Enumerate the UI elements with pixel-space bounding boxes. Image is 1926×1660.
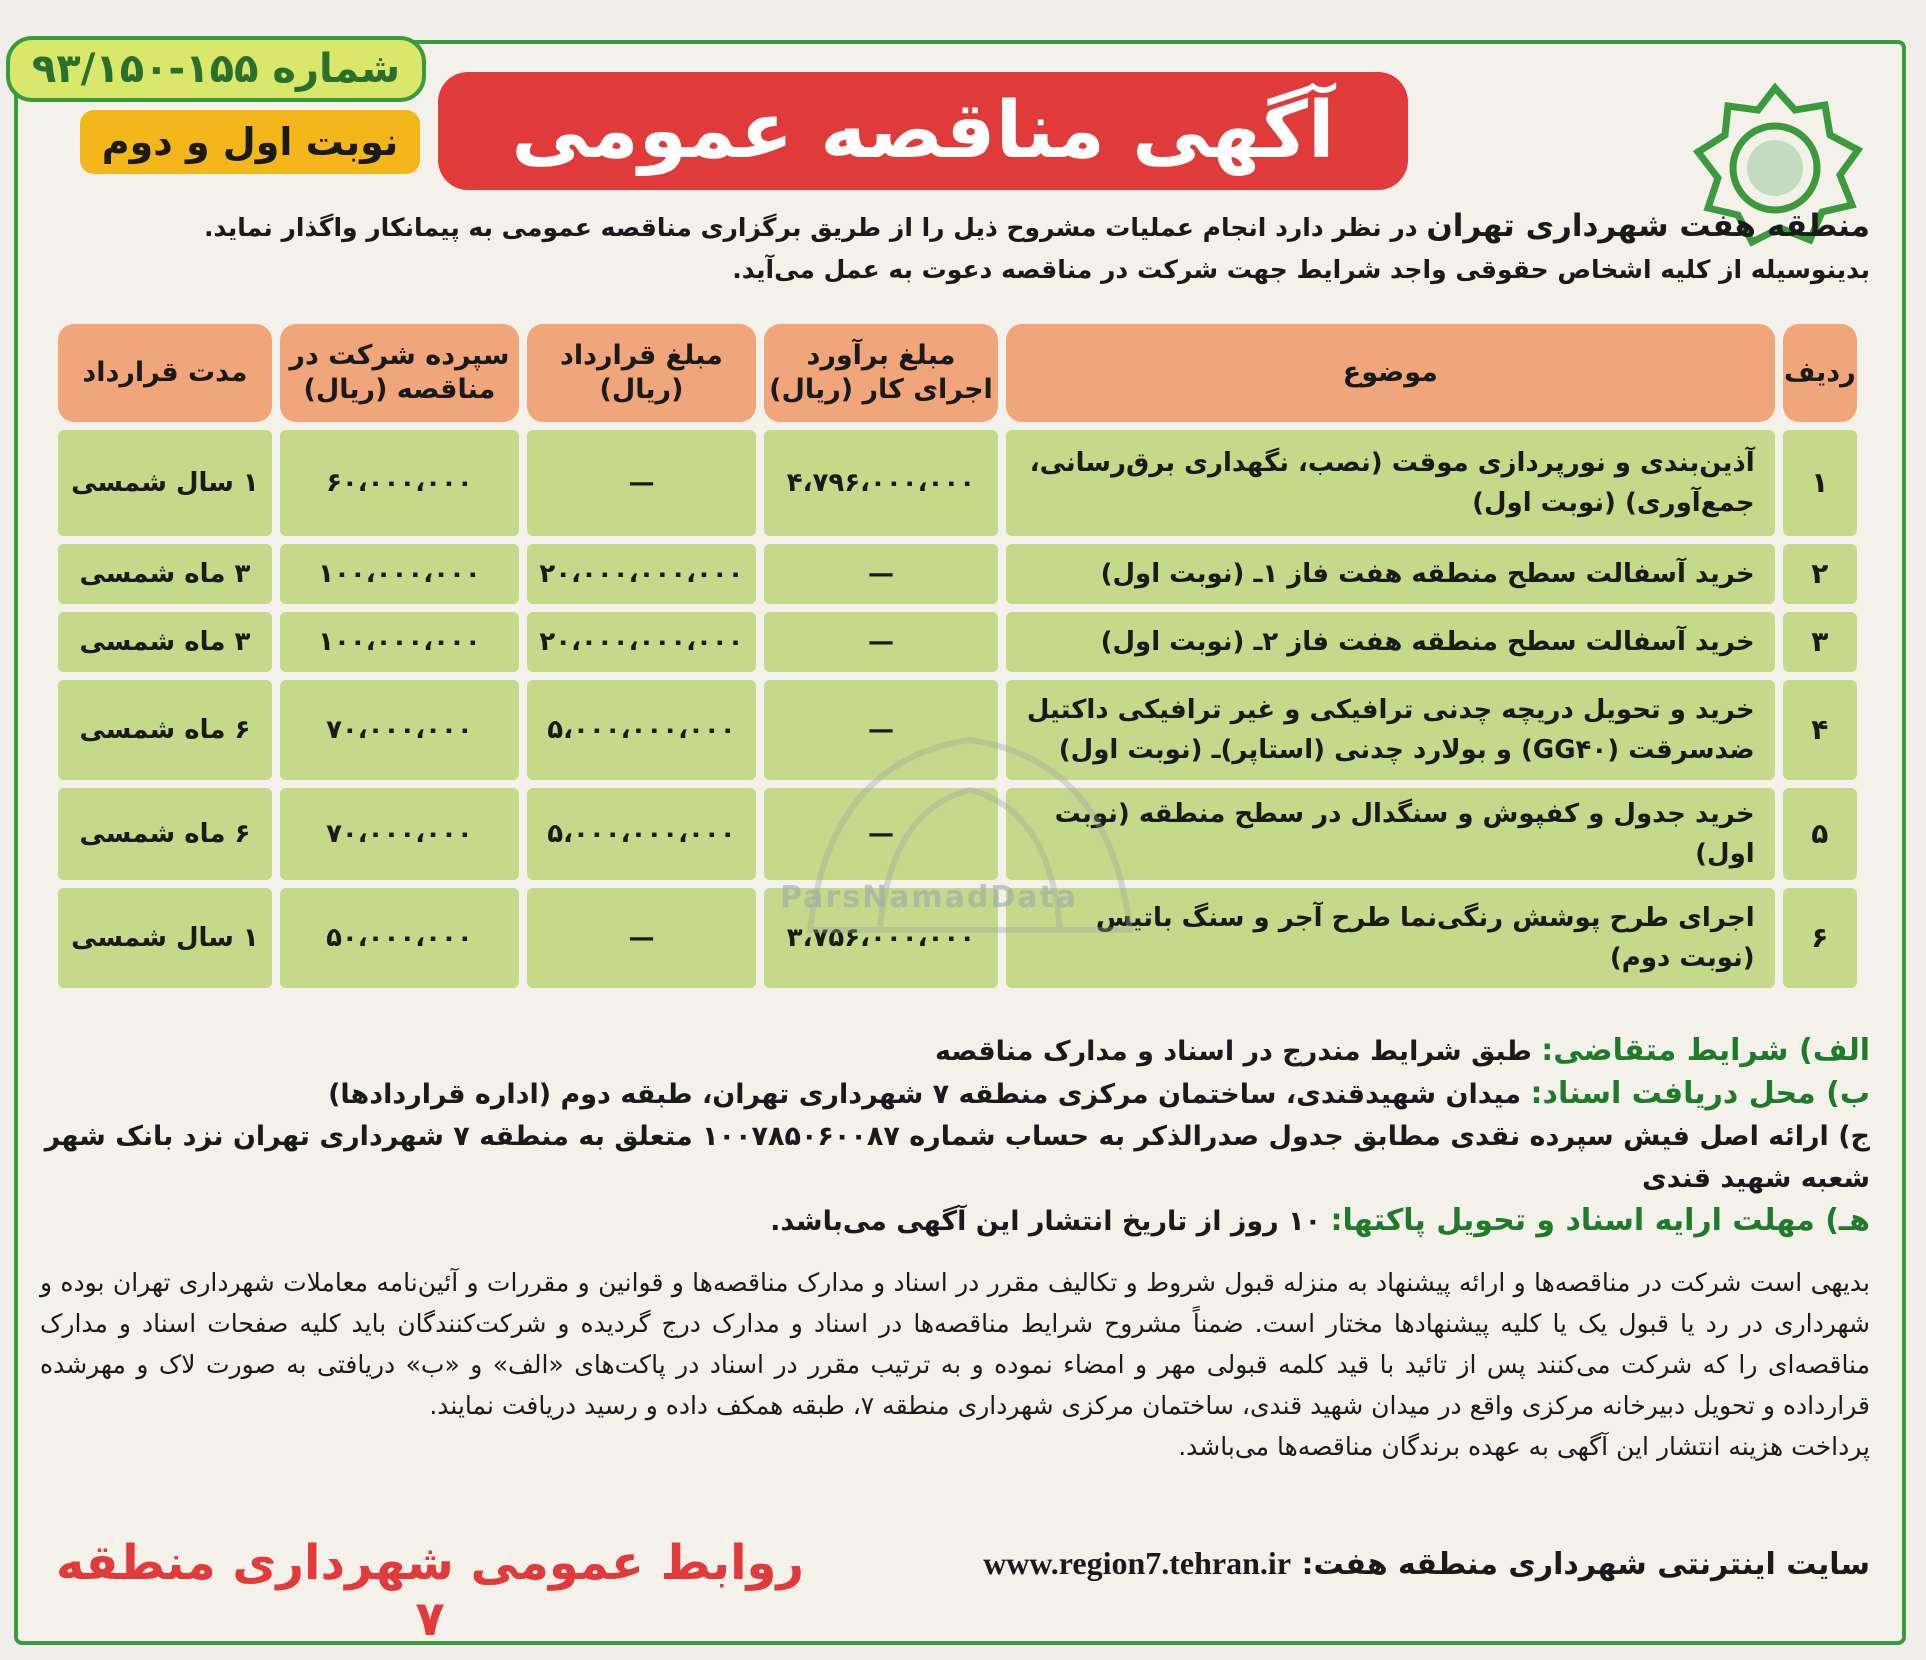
header-deposit: سپرده شرکت در مناقصه (ریال) — [280, 324, 519, 422]
row-duration: ۳ ماه شمسی — [58, 612, 272, 672]
condition-a-text: طبق شرایط مندرج در اسناد و مدارک مناقصه — [934, 1036, 1542, 1067]
row-subject: آذین‌بندی و نورپردازی موقت (نصب، نگهداری برق‌رسانی، جمع‌آوری) (نوبت اول) — [1006, 430, 1775, 536]
notice-title: آگهی مناقصه عمومی — [438, 72, 1408, 190]
row-number: ۲ — [1783, 544, 1857, 604]
condition-b — [40, 1073, 1870, 1116]
public-relations-signature: روابط عمومی شهرداری منطقه ۷ — [55, 1535, 804, 1647]
table-row — [58, 430, 1857, 536]
intro-text — [40, 205, 1870, 291]
condition-d — [40, 1200, 1870, 1243]
condition-d-text: ۱۰ روز از تاریخ انتشار این آگهی می‌باشد. — [770, 1206, 1331, 1237]
row-contract: ۲۰،۰۰۰،۰۰۰،۰۰۰ — [527, 612, 756, 672]
row-duration: ۶ ماه شمسی — [58, 680, 272, 780]
row-estimate: ۳،۷۵۶،۰۰۰،۰۰۰ — [764, 888, 998, 988]
conditions-section — [40, 1030, 1870, 1243]
row-estimate: — — [764, 680, 998, 780]
row-estimate: — — [764, 788, 998, 880]
intro-line1: در نظر دارد انجام عملیات مشروح ذیل را از طریق برگزاری مناقصه عمومی به پیمانکار واگذار نماید. — [203, 213, 1427, 242]
condition-a — [40, 1030, 1870, 1073]
header-row-number: ردیف — [1783, 324, 1857, 422]
row-number: ۱ — [1783, 430, 1857, 536]
publication-cost-text: پرداخت هزینه انتشار این آگهی به عهده برندگان مناقصه‌ها می‌باشد. — [1178, 1432, 1870, 1461]
condition-d-label: هـ) مهلت ارایه اسناد و تحویل پاکتها: — [1330, 1203, 1870, 1238]
row-contract: ۵،۰۰۰،۰۰۰،۰۰۰ — [527, 788, 756, 880]
row-estimate: — — [764, 544, 998, 604]
row-subject: خرید و تحویل دریچه چدنی ترافیکی و غیر ترافیکی داکتیل ضدسرقت (GG۴۰) و بولارد چدنی (استاپر)ـ (نوبت اول) — [1006, 680, 1775, 780]
condition-b-label: ب) محل دریافت اسناد: — [1530, 1076, 1870, 1111]
row-deposit: ۱۰۰،۰۰۰،۰۰۰ — [280, 612, 519, 672]
terms-paragraph — [40, 1262, 1870, 1467]
row-contract: ۲۰،۰۰۰،۰۰۰،۰۰۰ — [527, 544, 756, 604]
intro-line2: بدینوسیله از کلیه اشخاص حقوقی واجد شرایط جهت شرکت در مناقصه دعوت به عمل می‌آید. — [732, 255, 1870, 284]
row-estimate: — — [764, 612, 998, 672]
condition-c: ج) ارائه اصل فیش سپرده نقدی مطابق جدول صدرالذکر به حساب شماره ۱۰۰۷۸۵۰۶۰۰۸۷ متعلق به منطقه ۷ شهرداری تهران نزد بانک شهر شعبه شهید قندی — [44, 1121, 1870, 1194]
row-duration: ۳ ماه شمسی — [58, 544, 272, 604]
row-number: ۶ — [1783, 888, 1857, 988]
row-contract: — — [527, 430, 756, 536]
row-deposit: ۶۰،۰۰۰،۰۰۰ — [280, 430, 519, 536]
notice-number: شماره ۱۵۵-۹۳/۱۵۰ — [6, 36, 426, 102]
row-deposit: ۷۰،۰۰۰،۰۰۰ — [280, 680, 519, 780]
header-subject: موضوع — [1006, 324, 1775, 422]
row-deposit: ۵۰،۰۰۰،۰۰۰ — [280, 888, 519, 988]
row-estimate: ۴،۷۹۶،۰۰۰،۰۰۰ — [764, 430, 998, 536]
row-duration: ۶ ماه شمسی — [58, 788, 272, 880]
row-contract: — — [527, 888, 756, 988]
row-number: ۴ — [1783, 680, 1857, 780]
row-subject: خرید آسفالت سطح منطقه هفت فاز ۲ـ (نوبت اول) — [1006, 612, 1775, 672]
website-link[interactable]: www.region7.tehran.ir — [983, 1545, 1292, 1581]
row-contract: ۵،۰۰۰،۰۰۰،۰۰۰ — [527, 680, 756, 780]
table-row — [58, 612, 1857, 672]
terms-text: بدیهی است شرکت در مناقصه‌ها و ارائه پیشنهاد به منزله قبول شروط و تکالیف مقرر در اسناد و مدارک مناقصه‌ها و قوانین و مقررات و آئین‌نامه معاملات شهرداری تهران بوده و شهرداری در رد یا قبول یک یا کلیه پیشنهادها مختار است. ضمناً مشروح شرایط مناقصه‌ها در اسناد و مدارک درج گردیده و شرکت‌کنندگان باید کلیه صفحات اسناد و مدارک مناقصه‌ای را که شرکت می‌کنند پس از تائید با قید کلمه قبولی مهر و امضاء نموده و به ترتیب مقرر در اسناد در پاکت‌های «الف» و «ب» دریافتی به صورت لاک و مهرشده قرارداده و تحویل دبیرخانه مرکزی واقع در میدان شهید قندی، ساختمان مرکزی شهرداری منطقه ۷، طبقه همکف داده و رسید دریافت نمایند. — [40, 1268, 1870, 1420]
row-number: ۵ — [1783, 788, 1857, 880]
table-header-row — [58, 324, 1857, 422]
watermark-text: ParsNamadData — [780, 880, 1079, 915]
website-label: سایت اینترنتی شهرداری منطقه هفت: — [1301, 1547, 1870, 1582]
row-number: ۳ — [1783, 612, 1857, 672]
row-subject: خرید جدول و کفپوش و سنگدال در سطح منطقه (نوبت اول) — [1006, 788, 1775, 880]
row-duration: ۱ سال شمسی — [58, 430, 272, 536]
organization-name: منطقه هفت شهرداری تهران — [1426, 208, 1870, 244]
row-duration: ۱ سال شمسی — [58, 888, 272, 988]
website-line — [880, 1545, 1870, 1582]
row-deposit: ۷۰،۰۰۰،۰۰۰ — [280, 788, 519, 880]
condition-a-label: الف) شرایط متقاضی: — [1541, 1033, 1870, 1068]
header-estimate: مبلغ برآورد اجرای کار (ریال) — [764, 324, 998, 422]
watermark-emblem — [770, 700, 1170, 960]
notice-round: نوبت اول و دوم — [80, 110, 420, 174]
row-deposit: ۱۰۰،۰۰۰،۰۰۰ — [280, 544, 519, 604]
header-duration: مدت قرارداد — [58, 324, 272, 422]
row-subject: خرید آسفالت سطح منطقه هفت فاز ۱ـ (نوبت اول) — [1006, 544, 1775, 604]
table-row — [58, 544, 1857, 604]
condition-b-text: میدان شهیدقندی، ساختمان مرکزی منطقه ۷ شهرداری تهران، طبقه دوم (اداره قراردادها) — [328, 1079, 1531, 1110]
header-contract: مبلغ قرارداد (ریال) — [527, 324, 756, 422]
row-subject: اجرای طرح پوشش رنگی‌نما طرح آجر و سنگ باتیس (نوبت دوم) — [1006, 888, 1775, 988]
